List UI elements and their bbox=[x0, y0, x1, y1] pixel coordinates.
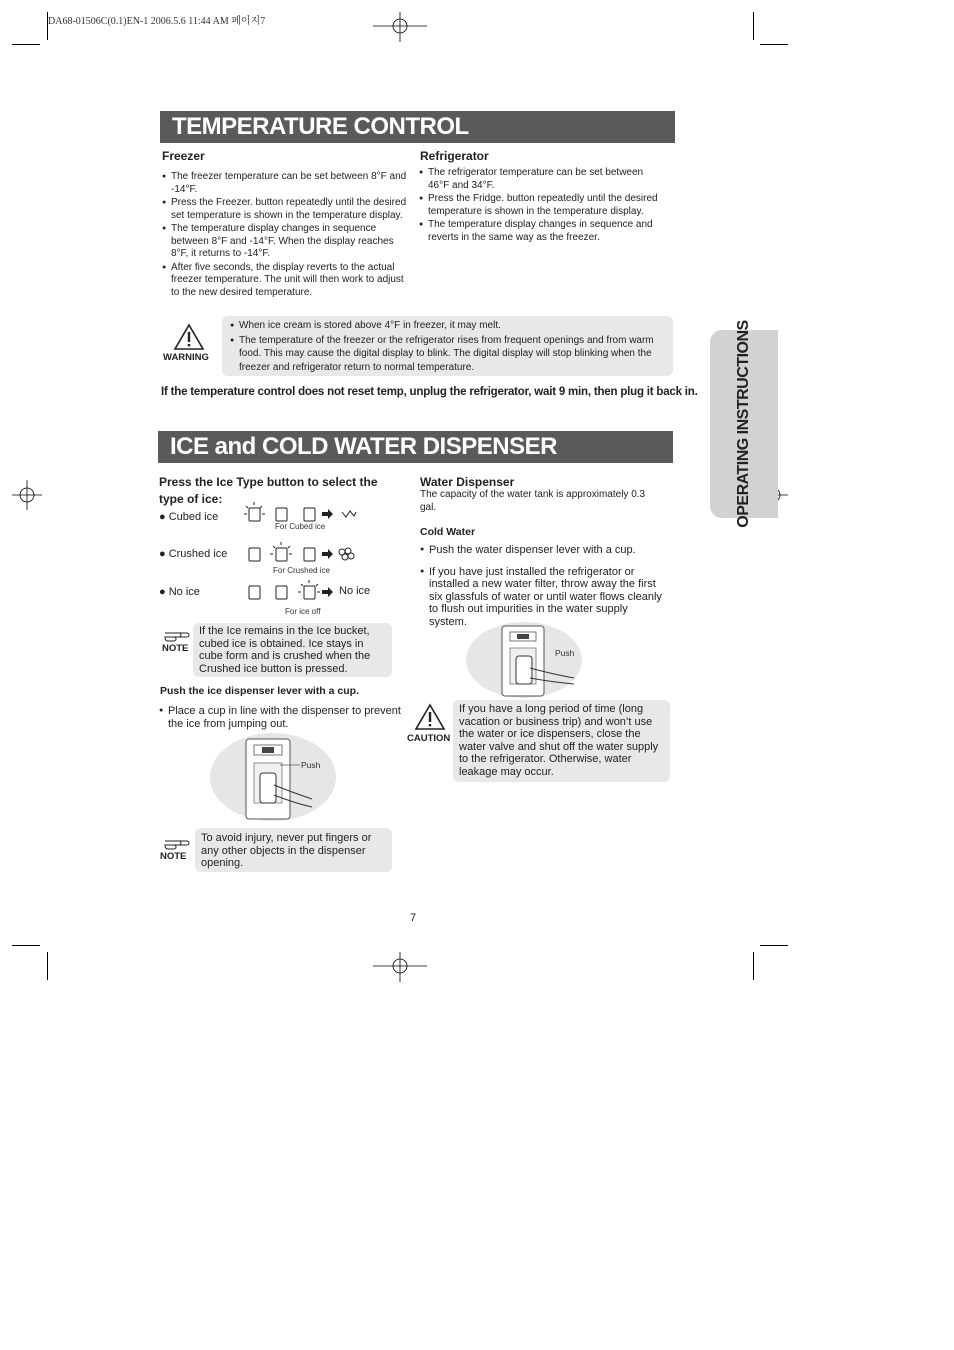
warning-icon bbox=[173, 323, 205, 351]
temperature-control-title: TEMPERATURE CONTROL bbox=[160, 111, 675, 143]
refrigerator-bullet: ● The temperature display changes in sequence and reverts in the same way as the freezer. bbox=[419, 219, 664, 244]
note-box bbox=[193, 623, 392, 677]
cubed-ice-buttons-icon bbox=[242, 500, 362, 524]
refrigerator-bullet: ● The refrigerator temperature can be set between 46°F and 34°F. bbox=[419, 167, 664, 192]
crop-mark bbox=[12, 945, 40, 946]
freezer-bullet: ● The freezer temperature can be set between 8°F and -14°F. bbox=[162, 171, 412, 196]
water-dispenser-heading: Water Dispenser bbox=[420, 475, 515, 489]
caution-icon bbox=[414, 703, 446, 731]
note-label: NOTE bbox=[160, 851, 187, 862]
caution-box bbox=[453, 700, 670, 782]
note-text: If the Ice remains in the Ice bucket, cubed ice is obtained. Ice stays in cube form and is crushed when the Crushed ice button is pressed. bbox=[199, 625, 371, 675]
ice-option-label: Crushed ice bbox=[168, 548, 228, 560]
crop-mark bbox=[760, 945, 788, 946]
refrigerator-bullet: ● Press the Fridge. button repeatedly until the desired temperature is shown in the temperature display. bbox=[419, 193, 664, 218]
ice-caption: For Cubed ice bbox=[275, 522, 326, 531]
ice-option-cubed: ● Cubed ice bbox=[159, 511, 219, 523]
registration-mark bbox=[12, 480, 42, 510]
ice-caption: For Crushed ice bbox=[273, 566, 330, 575]
pointing-hand-icon bbox=[163, 625, 191, 643]
reset-note: If the temperature control does not reset temp, unplug the refrigerator, wait 9 min, then plug it back in. bbox=[161, 386, 698, 398]
water-dispenser-illustration bbox=[466, 622, 586, 698]
no-ice-buttons-icon bbox=[242, 578, 337, 606]
warning-box bbox=[222, 316, 673, 376]
freezer-bullet: ● After five seconds, the display reverts to the actual freezer temperature. The unit will then work to adjust to the new desired temperature. bbox=[162, 262, 412, 300]
refrigerator-heading: Refrigerator bbox=[420, 149, 489, 163]
freezer-heading: Freezer bbox=[162, 149, 205, 163]
caution-text: If you have a long period of time (long vacation or business trip) and won’t use the water or ice dispensers, close the water valve and shut off the water supply to the refrigerator. Otherwise, water leakage may occur. bbox=[459, 703, 659, 778]
crop-mark bbox=[47, 952, 48, 980]
no-ice-result: No ice bbox=[339, 585, 371, 597]
note-text: To avoid injury, never put fingers or any other objects in the dispenser opening. bbox=[201, 832, 372, 869]
crushed-ice-buttons-icon bbox=[242, 540, 362, 566]
push-ice-bullets bbox=[159, 705, 404, 731]
registration-mark bbox=[373, 952, 427, 982]
ice-option-none: ● No ice bbox=[159, 586, 200, 598]
ice-option-label: Cubed ice bbox=[168, 511, 219, 523]
freezer-bullets bbox=[162, 171, 412, 300]
warning-label: WARNING bbox=[163, 352, 209, 363]
note-label: NOTE bbox=[162, 643, 189, 654]
push-label: Push bbox=[555, 648, 575, 658]
crop-mark bbox=[753, 12, 754, 40]
ice-option-label: No ice bbox=[168, 586, 200, 598]
cold-water-bullets bbox=[420, 544, 664, 629]
ice-type-heading: Press the Ice Type button to select the type of ice: bbox=[159, 475, 378, 506]
cold-water-heading: Cold Water bbox=[420, 526, 476, 538]
registration-mark bbox=[373, 12, 427, 42]
sidebar-label: OPERATING INSTRUCTIONS bbox=[735, 320, 752, 528]
print-header: DA68-01506C(0.1)EN-1 2006.5.6 11:44 AM 페이지7 bbox=[48, 16, 266, 27]
crop-mark bbox=[12, 44, 40, 45]
push-label: Push bbox=[301, 760, 321, 770]
dispenser-title: ICE and COLD WATER DISPENSER bbox=[158, 431, 673, 463]
ice-option-crushed: ● Crushed ice bbox=[159, 548, 228, 560]
crop-mark bbox=[47, 12, 48, 40]
cold-water-bullet: ● If you have just installed the refrigerator or installed a new water filter, throw away the first six glassfuls of water or until water flows cleanly to flush out impurities in the water supply system. bbox=[420, 566, 664, 629]
warning-bullet: ● When ice cream is stored above 4°F in freezer, it may melt. bbox=[230, 319, 663, 333]
pointing-hand-icon bbox=[163, 833, 191, 851]
push-ice-heading: Push the ice dispenser lever with a cup. bbox=[160, 685, 359, 697]
cold-water-bullet: ● Push the water dispenser lever with a cup. bbox=[420, 544, 664, 557]
water-capacity: The capacity of the water tank is approximately 0.3 gal. bbox=[420, 489, 646, 513]
refrigerator-bullets bbox=[419, 167, 664, 245]
freezer-bullet: ● The temperature display changes in sequence between 8°F and -14°F. When the display reaches 8°F, it returns to -14°F. bbox=[162, 223, 412, 261]
ice-dispenser-illustration bbox=[210, 733, 340, 825]
caution-label: CAUTION bbox=[407, 733, 451, 744]
warning-bullet: ● The temperature of the freezer or the refrigerator rises from frequent openings and from warm food. This may cause the digital display to blink. The digital display will stop blinking when the freezer and refrigerator return to normal temperature. bbox=[230, 334, 663, 375]
ice-caption: For ice off bbox=[285, 607, 321, 616]
page-number: 7 bbox=[410, 912, 417, 924]
freezer-bullet: ● Press the Freezer. button repeatedly until the desired set temperature is shown in the temperature display. bbox=[162, 197, 412, 222]
crop-mark bbox=[760, 44, 788, 45]
note-box bbox=[195, 828, 392, 872]
crop-mark bbox=[753, 952, 754, 980]
push-ice-bullet: ● Place a cup in line with the dispenser to prevent the ice from jumping out. bbox=[159, 705, 404, 730]
